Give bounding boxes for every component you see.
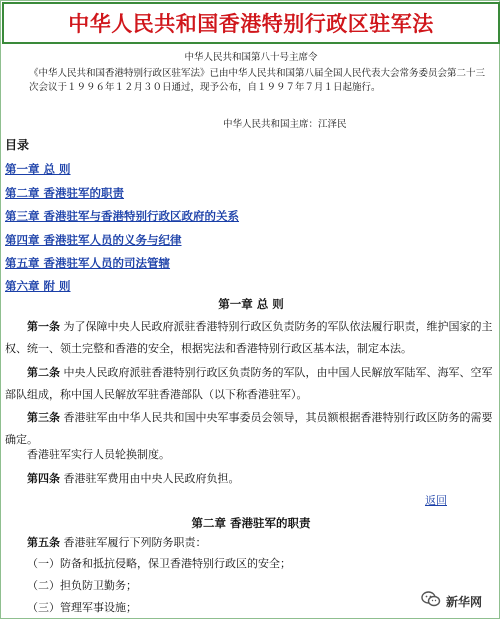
toc-link-chapter-3[interactable]: 第三章 香港驻军与香港特别行政区政府的关系 [5,209,240,223]
article-2-text: 中央人民政府派驻香港特别行政区负责防务的军队，由中国人民解放军陆军、海军、空军部队组成，称中国人民解放军驻香港部队（以下称香港驻军）。 [5,366,493,401]
toc-link-chapter-6[interactable]: 第六章 附 则 [5,279,71,293]
article-1 [5,316,493,360]
title-bar [2,2,500,44]
toc-link-chapter-5[interactable]: 第五章 香港驻军人员的司法管辖 [5,256,171,270]
article-3-text: 香港驻军由中华人民共和国中央军事委员会领导，其员额根据香港特别行政区防务的需要确定。 [5,411,493,446]
back-link[interactable]: 返回 [425,494,447,507]
toc-link-chapter-4[interactable]: 第四章 香港驻军人员的义务与纪律 [5,233,182,247]
article-1-text: 为了保障中央人民政府派驻香港特别行政区负责防务的军队依法履行职责，维护国家的主权、统一、领土完整和香港的安全，根据宪法和香港特别行政区基本法，制定本法。 [5,320,493,355]
article-5-text: 香港驻军履行下列防务职责： [63,536,207,549]
order-line: 中华人民共和国第八十号主席令 [184,52,318,63]
article-5 [5,532,493,554]
wechat-icon [421,591,441,611]
toc-heading: 目录 [5,138,30,152]
toc-link-chapter-2[interactable]: 第二章 香港驻军的职责 [5,186,125,200]
article-1-label: 第一条 [27,320,60,333]
watermark-text: 新华网 [446,594,483,609]
article-4-text: 香港驻军费用由中央人民政府负担。 [63,472,240,485]
article-2-label: 第二条 [27,366,60,379]
duty-item-3: （三）管理军事设施； [27,601,137,614]
article-2 [5,362,493,406]
watermark [421,591,482,611]
chapter-2-title: 第二章 香港驻军的职责 [191,516,311,530]
document-title: 中华人民共和国香港特别行政区驻军法 [68,12,434,36]
article-4-label: 第四条 [27,472,60,485]
article-3-extra: 香港驻军实行人员轮换制度。 [27,448,170,461]
article-4 [5,468,493,490]
chapter-1-title: 第一章 总 则 [218,297,284,311]
toc-link-chapter-1[interactable]: 第一章 总 则 [5,162,71,176]
duty-item-2: （二）担负防卫勤务； [27,579,137,592]
promulgation-text: 《中华人民共和国香港特别行政区驻军法》已由中华人民共和国第八届全国人民代表大会常务委员会第二十三次会议于１９９６年１２月３０日通过，现予公布，自１９９７年７月１日起施行。 [29,68,486,93]
article-3-label: 第三条 [27,411,60,424]
article-5-label: 第五条 [27,536,60,549]
duty-item-1: （一）防备和抵抗侵略，保卫香港特别行政区的安全； [27,557,291,570]
signer: 中华人民共和国主席：江泽民 [223,119,347,130]
